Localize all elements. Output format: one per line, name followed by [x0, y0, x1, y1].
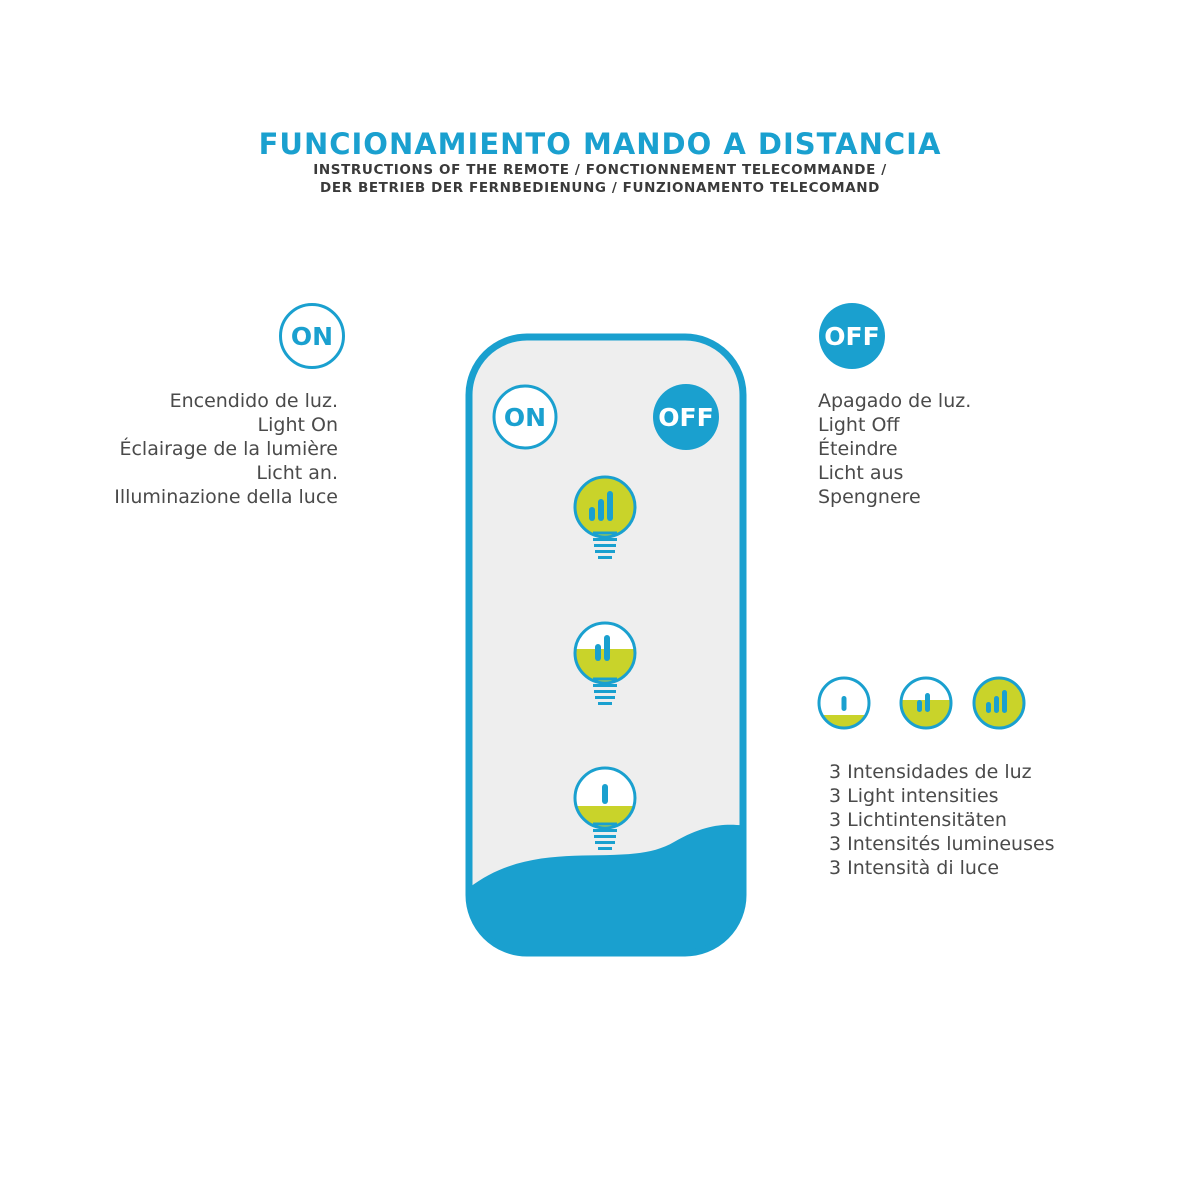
intensity-description-line: 3 Intensità di luce [829, 857, 1000, 879]
intensity-low-icon [816, 675, 872, 731]
intensity-high-icon [971, 675, 1027, 731]
on-description-line: Illuminazione della luce [114, 486, 338, 508]
remote-off-label: OFF [658, 403, 714, 432]
intensity-description-line: 3 Light intensities [829, 785, 999, 807]
intensity-description-line: 3 Lichtintensitäten [829, 809, 1007, 831]
off-description-line: Light Off [818, 414, 900, 436]
off-description-line: Licht aus [818, 462, 904, 484]
off-description-line: Spengnere [818, 486, 921, 508]
intensity-description-line: 3 Intensidades de luz [829, 761, 1032, 783]
on-icon-label: ON [290, 322, 334, 351]
remote-on-button[interactable] [494, 386, 556, 448]
on-description-line: Encendido de luz. [169, 390, 338, 412]
page-title: FUNCIONAMIENTO MANDO A DISTANCIA [258, 127, 942, 161]
on-description-line: Éclairage de la lumière [119, 438, 338, 460]
page-subtitle-line-2: DER BETRIEB DER FERNBEDIENUNG / FUNZIONAMENTO TELECOMAND [320, 180, 880, 196]
on-description-line: Licht an. [256, 462, 338, 484]
on-description-line: Light On [257, 414, 338, 436]
on-icon [278, 302, 346, 370]
intensity-description-line: 3 Intensités lumineuses [829, 833, 1055, 855]
intensity-description [829, 760, 1055, 880]
off-description-line: Éteindre [818, 438, 898, 460]
on-description [114, 389, 338, 509]
intensity-medium-icon [898, 675, 954, 731]
off-description-line: Apagado de luz. [818, 390, 972, 412]
remote-off-button[interactable] [653, 384, 719, 450]
page-subtitle-line-1: INSTRUCTIONS OF THE REMOTE / FONCTIONNEMENT TELECOMMANDE / [313, 162, 887, 178]
remote-on-label: ON [503, 403, 547, 432]
off-icon [818, 302, 886, 370]
remote-control [464, 332, 748, 958]
off-description [818, 389, 971, 509]
off-icon-label: OFF [824, 322, 880, 351]
